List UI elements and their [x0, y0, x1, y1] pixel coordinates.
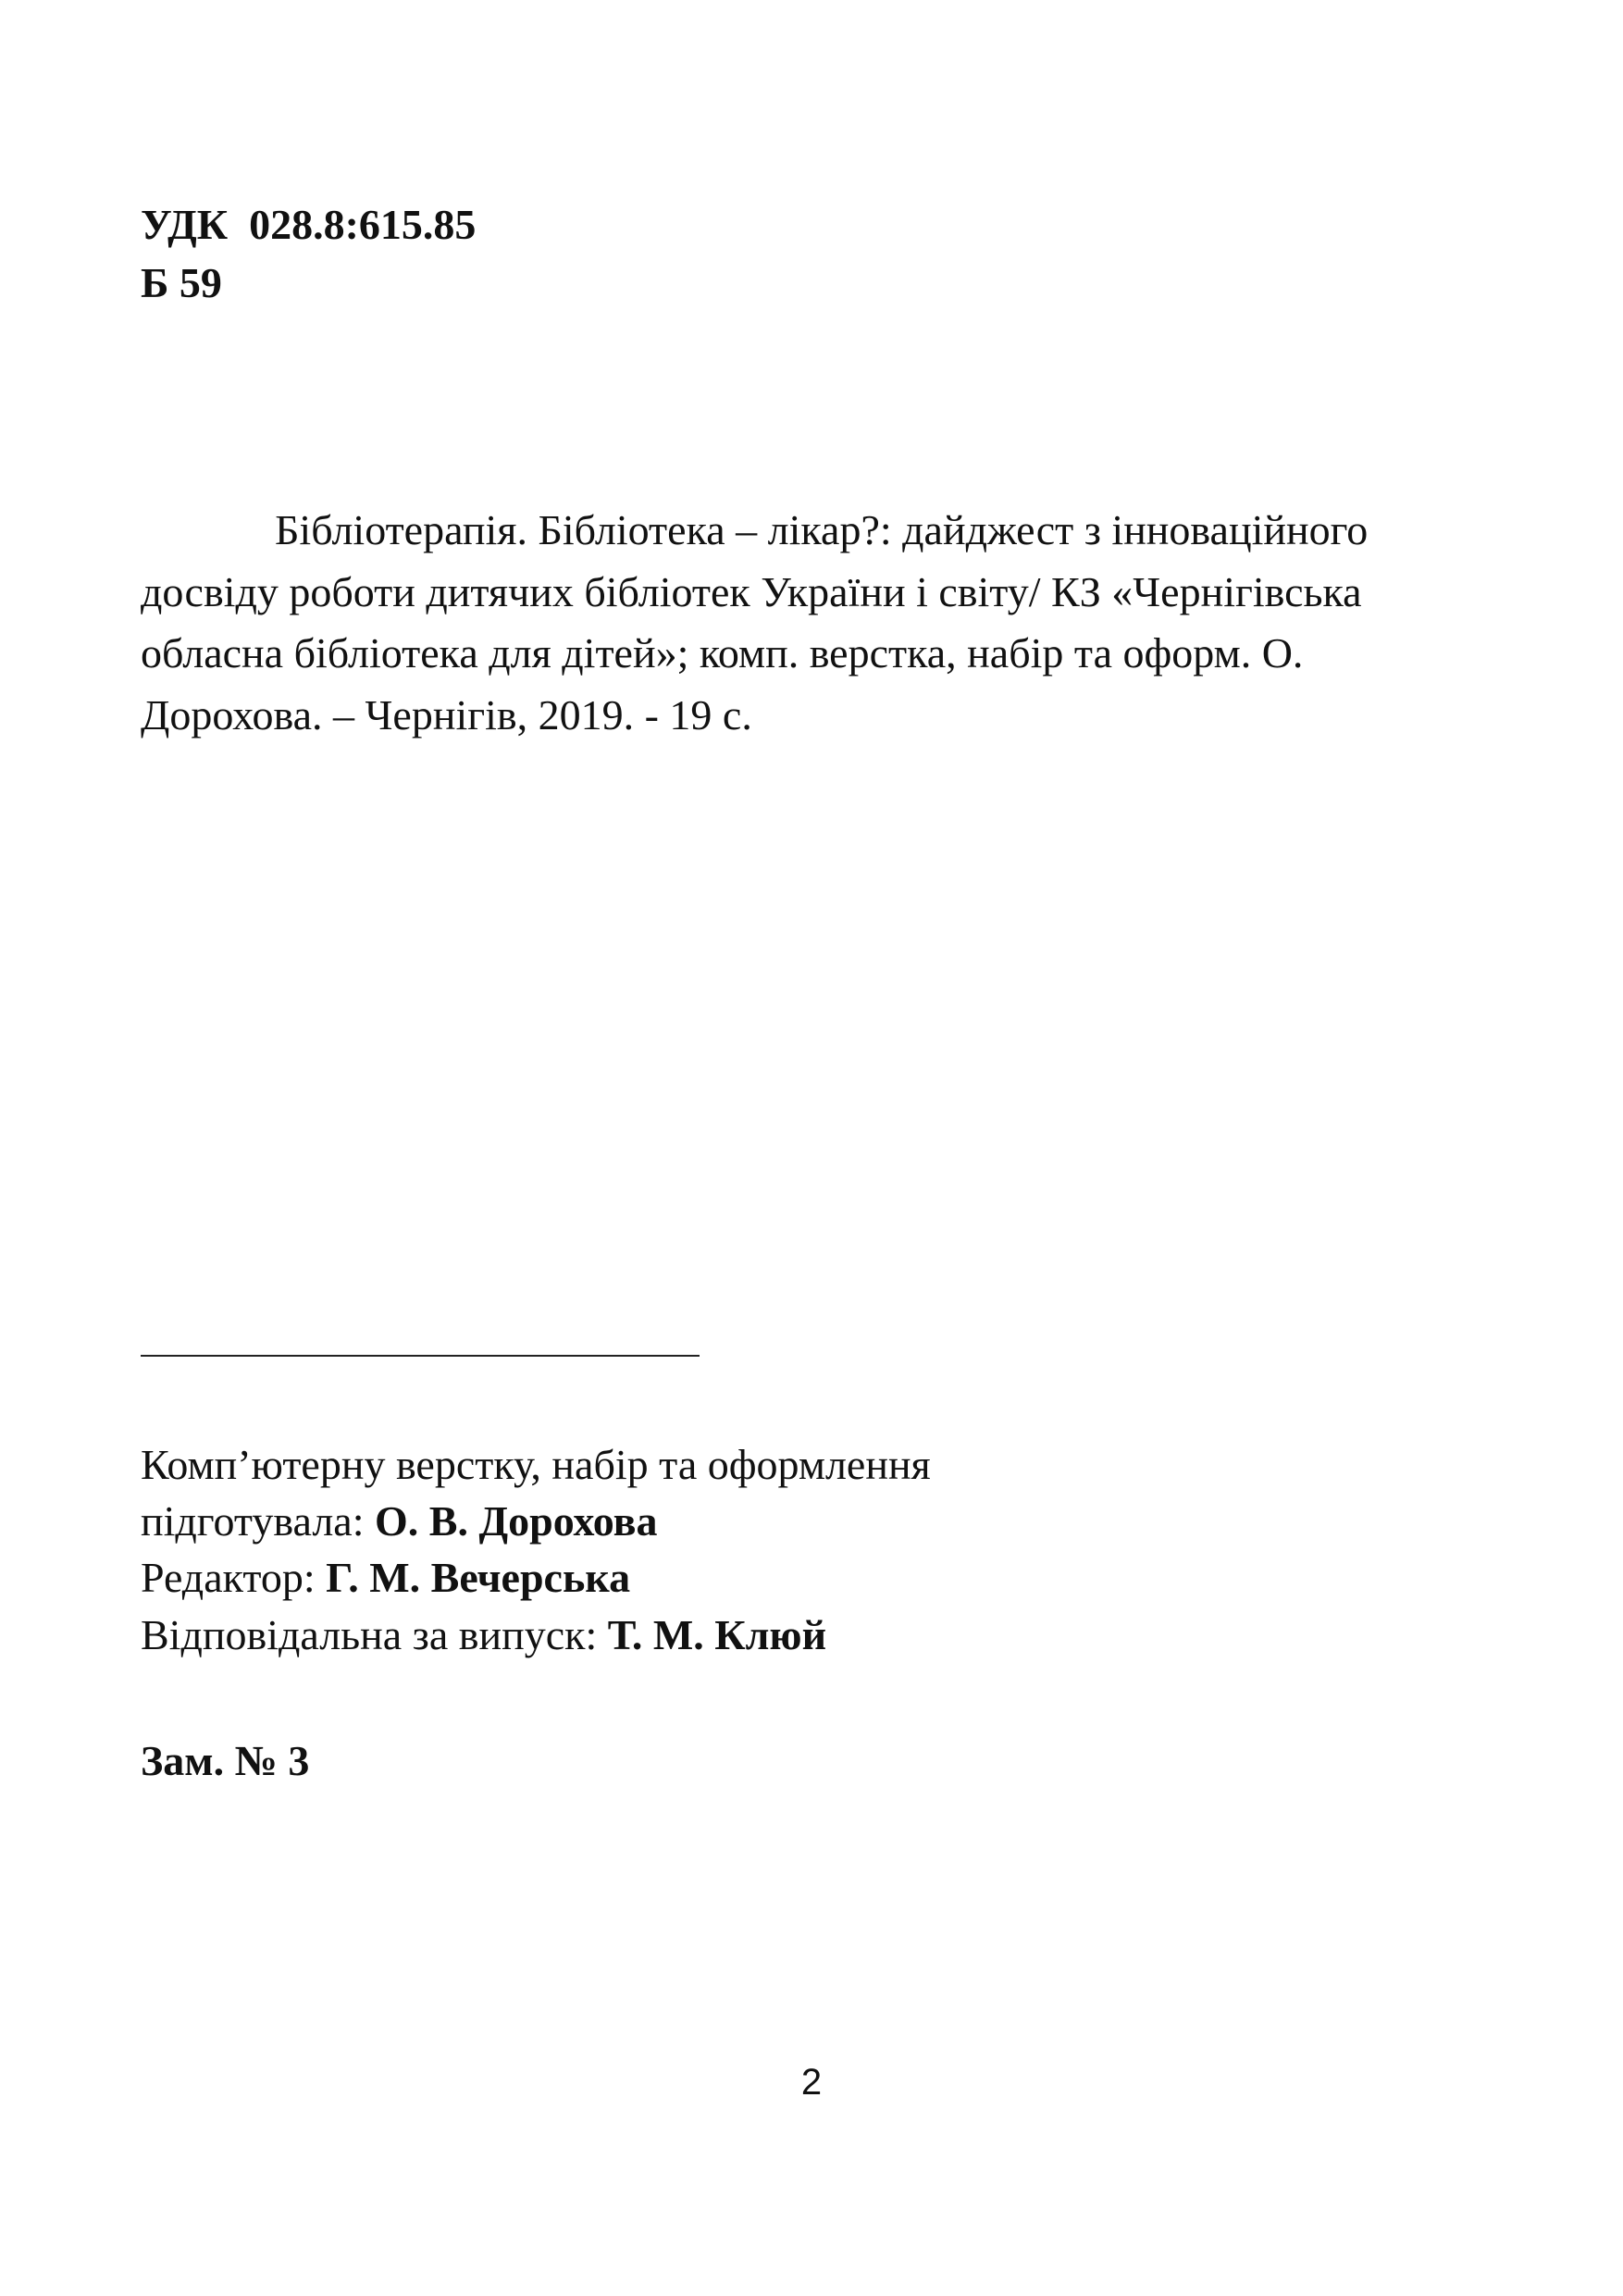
classification-block: [141, 196, 476, 312]
bibliographic-record: [141, 500, 1501, 747]
prepared-label: підготувала:: [141, 1497, 365, 1545]
bib-line: Дорохова. – Чернігів, 2019. - 19 с.: [141, 691, 752, 739]
bbk-code: Б 59: [141, 258, 222, 306]
editor-name: Г. М. Вечерська: [326, 1554, 631, 1602]
udk-code: УДК 028.8:615.85: [141, 201, 477, 248]
prepared-name: О. В. Дорохова: [375, 1497, 658, 1545]
bib-line: обласна бібліотека для дітей»; комп. верстка, набір та оформ. О.: [141, 629, 1304, 677]
layout-credit: Комп’ютерну верстку, набір та оформлення: [141, 1441, 931, 1488]
page-number: 2: [800, 2062, 823, 2103]
responsible-name: Т. М. Клюй: [607, 1610, 827, 1658]
prepared-by: [141, 1493, 931, 1549]
editor-label: Редактор:: [141, 1554, 316, 1602]
bib-line: Бібліотерапія. Бібліотека – лікар?: дайджест з інноваційного: [275, 506, 1369, 553]
order-number: Зам. № 3: [141, 1737, 310, 1784]
bib-line: досвіду роботи дитячих бібліотек України і світу/ КЗ «Чернігівська: [141, 567, 1362, 615]
editor: [141, 1549, 931, 1606]
separator-line: [141, 1355, 700, 1357]
responsible: [141, 1607, 931, 1663]
responsible-label: Відповідальна за випуск:: [141, 1610, 598, 1658]
credits-block: [141, 1436, 931, 1663]
